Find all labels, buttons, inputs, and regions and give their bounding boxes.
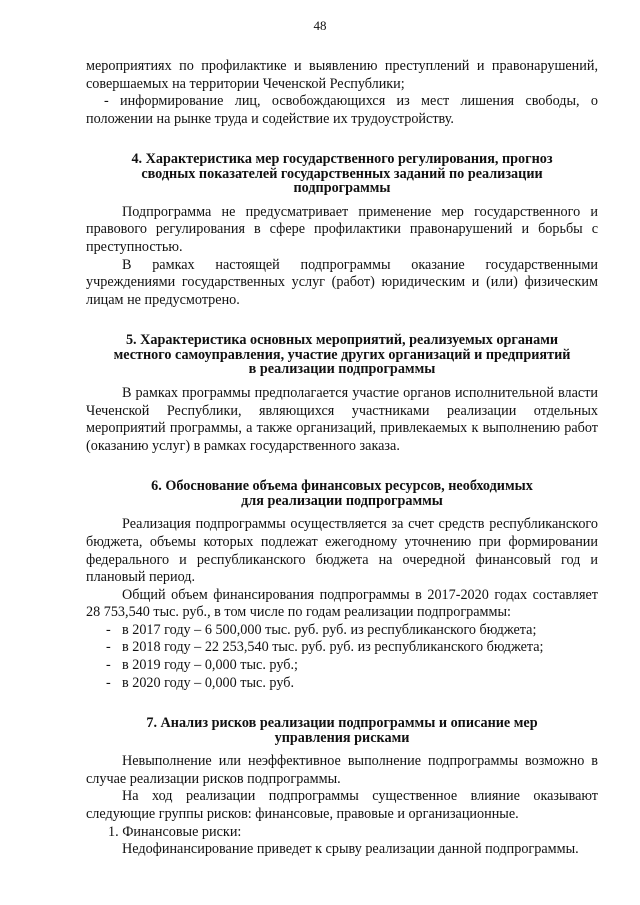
intro-paragraph-1: мероприятиях по профилактике и выявлению преступлений и правонарушений, совершаемых на территории Чеченской Республики; bbox=[86, 58, 598, 92]
section-4-heading-line: подпрограммы bbox=[293, 180, 391, 197]
section-7-heading-line: 7. Анализ рисков реализации подпрограммы и описание мер bbox=[146, 715, 538, 732]
section-5-paragraph-1: В рамках программы предполагается участие органов исполнительной власти Чеченской Республики, являющихся участниками реализации отдельных мероприятий программы, а также организаций, привлекаемых к выполнению работ (оказанию услуг) в рамках государственного заказа. bbox=[86, 384, 598, 454]
intro-paragraph-2: - информирование лиц, освобождающихся из мест лишения свободы, о положении на рынке труда и содействие их трудоустройству. bbox=[86, 93, 598, 127]
section-7-paragraph-3: 1. Финансовые риски: bbox=[108, 823, 242, 840]
section-6-paragraph-2: Общий объем финансирования подпрограммы в 2017-2020 годах составляет 28 753,540 тыс. руб., в том числе по годам реализации подпрограммы: bbox=[86, 586, 598, 621]
section-4-paragraph-2: В рамках настоящей подпрограммы оказание государственными учреждениями государственных услуг (работ) юридическим и (или) физическим лицам не предусмотрено. bbox=[86, 256, 598, 308]
section-4-heading-line: сводных показателей государственных заданий по реализации bbox=[141, 165, 543, 182]
section-4-heading-line: 4. Характеристика мер государственного регулирования, прогноз bbox=[131, 151, 553, 168]
section-4-paragraph-1: Подпрограмма не предусматривает применение мер государственного и правового регулирования в сфере профилактики правонарушений и борьбы с преступностью. bbox=[86, 203, 598, 256]
section-7-paragraph-4: Недофинансирование приведет к срыву реализации данной подпрограммы. bbox=[122, 841, 579, 858]
section-7-paragraph-1: Невыполнение или неэффективное выполнение подпрограммы возможно в случае реализации рисков подпрограммы. bbox=[86, 753, 598, 787]
section-4-heading bbox=[86, 152, 598, 196]
section-7-paragraph-2: На ход реализации подпрограммы существенное влияние оказывают следующие группы рисков: финансовые, правовые и организационные. bbox=[86, 788, 598, 823]
section-7-heading-line: управления рисками bbox=[274, 729, 410, 746]
section-5-heading-line: 5. Характеристика основных мероприятий, реализуемых органами bbox=[125, 332, 559, 349]
funding-by-year-list bbox=[86, 622, 598, 692]
list-item: - в 2020 году – 0,000 тыс. руб. bbox=[106, 675, 598, 693]
list-item: - в 2018 году – 22 253,540 тыс. руб. руб. из республиканского бюджета; bbox=[106, 639, 598, 657]
list-item: - в 2017 году – 6 500,000 тыс. руб. руб. из республиканского бюджета; bbox=[106, 622, 598, 640]
page-number: 48 bbox=[313, 18, 327, 33]
section-5-heading-line: местного самоуправления, участие других организаций и предприятий bbox=[113, 346, 571, 363]
section-6-heading-line: для реализации подпрограммы bbox=[241, 492, 443, 509]
page-content bbox=[86, 58, 598, 859]
list-item: - в 2019 году – 0,000 тыс. руб.; bbox=[106, 657, 598, 675]
section-6-heading-line: 6. Обоснование объема финансовых ресурсов, необходимых bbox=[151, 478, 533, 495]
section-6-heading bbox=[86, 479, 598, 508]
section-5-heading bbox=[86, 333, 598, 377]
section-7-heading bbox=[86, 716, 598, 745]
section-6-paragraph-1: Реализация подпрограммы осуществляется за счет средств республиканского бюджета, объемы которых подлежат ежегодному уточнению при формировании федерального и республиканского бюджета на очередной финансовый год и плановый период. bbox=[86, 516, 598, 586]
section-5-heading-line: в реализации подпрограммы bbox=[248, 361, 436, 378]
